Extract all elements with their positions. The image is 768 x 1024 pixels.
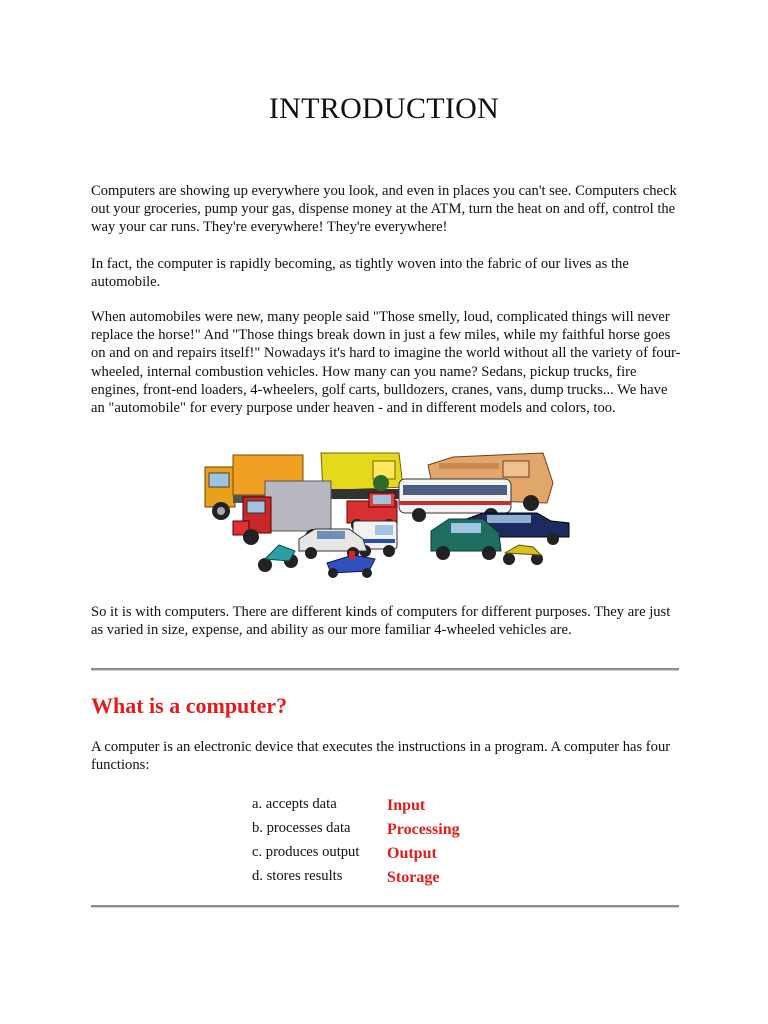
computers-paragraph: So it is with computers. There are different kinds of computers for different purposes. They are just as varied in size, expense, and ability as our more familiar 4-wheeled vehicles are. — [91, 604, 671, 639]
function-term: Output — [387, 845, 437, 862]
minivan-icon — [431, 519, 501, 560]
function-row — [252, 868, 512, 892]
vehicles-collage-illustration — [203, 447, 575, 579]
intro-paragraph-2: In fact, the computer is rapidly becoming, as tightly woven into the fabric of our lives as the automobile. — [91, 256, 629, 291]
function-description: b. processes data — [252, 820, 351, 836]
function-row — [252, 844, 512, 868]
intro-paragraph-3: When automobiles were new, many people said "Those smelly, loud, complicated things will never replace the horse!" And "Those things break down in just a few miles, while my faithful horse goes on and on and repairs itself!" Nowadays it's hard to imagine the world without all the variety of four-wheeled, internal combustion vehicles. How many can you name? Sedans, pickup trucks, fire engines, front-end loaders, 4-wheelers, golf carts, bulldozers, cranes, vans, dump trucks... We have an "automobile" for every purpose under heaven - and in different models and colors, too. — [91, 309, 681, 417]
function-description: d. stores results — [252, 868, 343, 884]
horizontal-divider — [91, 905, 679, 908]
horizontal-divider — [91, 668, 679, 671]
function-term: Storage — [387, 869, 440, 886]
function-term: Input — [387, 797, 426, 814]
page-title: INTRODUCTION — [268, 92, 500, 125]
function-row — [252, 820, 512, 844]
section-heading: What is a computer? — [91, 693, 288, 718]
definition-paragraph: A computer is an electronic device that executes the instructions in a program. A computer has four functions: — [91, 739, 671, 774]
function-description: a. accepts data — [252, 796, 337, 812]
function-row — [252, 796, 512, 820]
motorcycle-icon — [258, 545, 298, 572]
function-term: Processing — [387, 821, 460, 838]
intro-paragraph-1: Computers are showing up everywhere you look, and even in places you can't see. Computers check out your groceries, pump your gas, dispense money at the ATM, turn the heat on and off, control the way your car runs. They're everywhere! They're everywhere! — [91, 183, 677, 236]
bulldozer-icon — [321, 453, 403, 499]
atv-icon — [503, 545, 543, 565]
function-description: c. produces output — [252, 844, 360, 860]
